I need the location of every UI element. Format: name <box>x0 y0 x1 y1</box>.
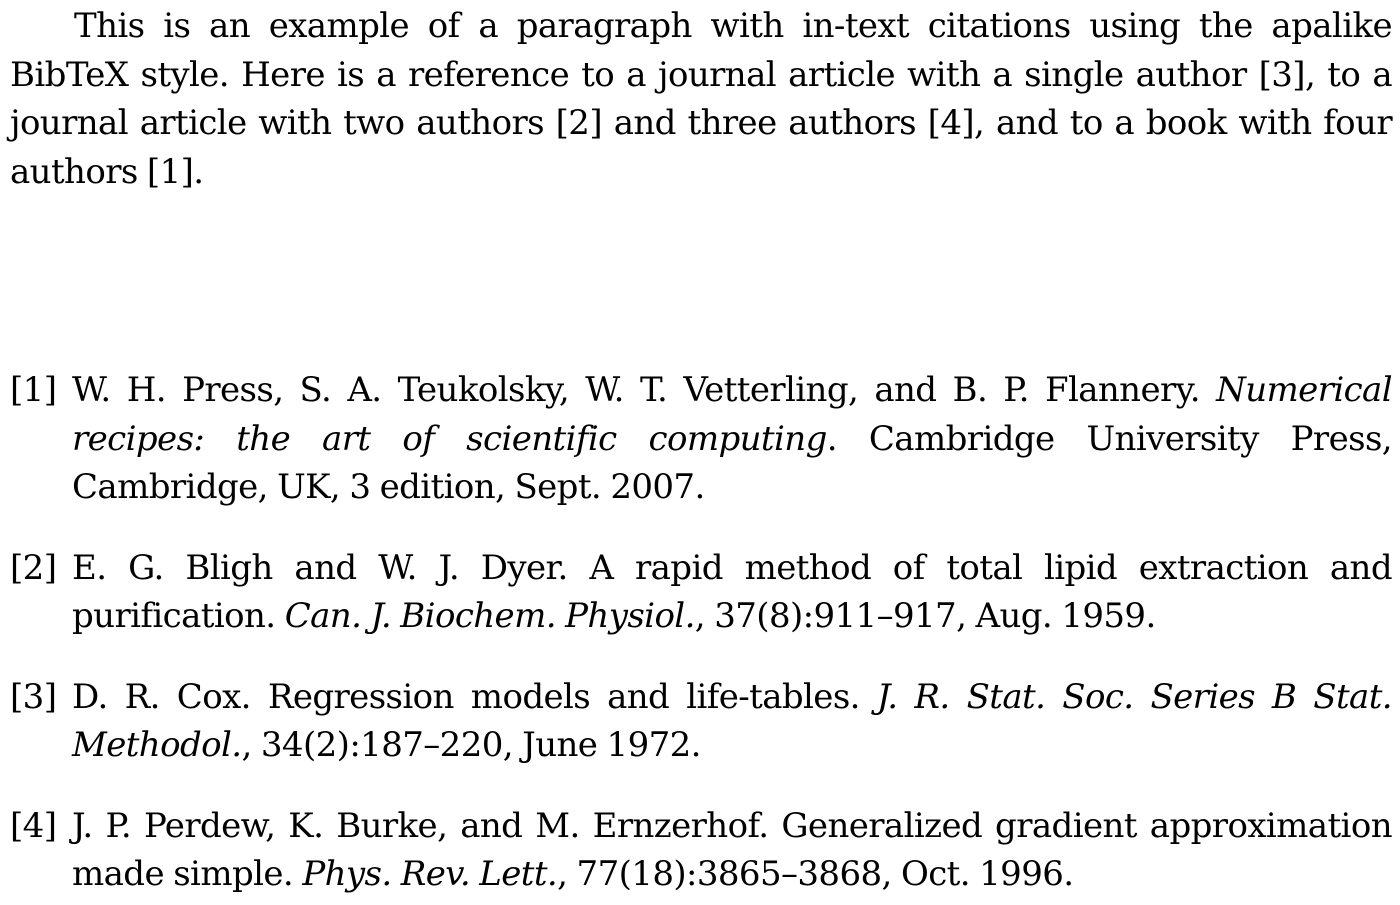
citation-3: [3] <box>1258 54 1305 95</box>
reference-body <box>72 673 1392 770</box>
reference-item <box>10 673 1392 770</box>
reference-authors-title: E. G. Bligh and W. J. Dyer. A rapid method of total lipid extraction and purification. <box>72 547 1392 636</box>
reference-label: [4] <box>10 805 57 846</box>
reference-label: [3] <box>10 676 57 717</box>
reference-label: [2] <box>10 547 57 588</box>
reference-details: , 37(8):911–917, Aug. 1959. <box>694 596 1156 636</box>
reference-details: . Cambridge University Press, Cambridge, UK, 3 edition, Sept. 2007. <box>72 418 1393 507</box>
paragraph-text-3: , and to a book with four authors <box>10 103 1392 192</box>
reference-item <box>10 366 1392 512</box>
reference-body <box>72 544 1392 641</box>
reference-journal: J. R. Stat. Soc. Series B Stat. Methodol. <box>72 676 1392 765</box>
reference-details: , 34(2):187–220, June 1972. <box>241 725 701 765</box>
reference-list <box>10 366 1392 899</box>
reference-details: , 77(18):3865–3868, Oct. 1996. <box>557 854 1074 894</box>
body-paragraph <box>10 2 1392 196</box>
reference-authors-title: J. P. Perdew, K. Burke, and M. Ernzerhof. Generalized gradient approximation made simple. <box>72 805 1392 894</box>
reference-book-title: Numerical recipes: the art of scientific computing <box>72 370 1392 459</box>
paragraph-intro: This is an example of a paragraph with in-text citations using the apalike BibTeX style. Here is a reference to a journal article with a single author <box>10 6 1392 95</box>
reference-body <box>72 366 1392 512</box>
paragraph-end: . <box>193 151 204 192</box>
citation-4: [4] <box>927 103 975 143</box>
reference-label: [1] <box>10 370 57 410</box>
reference-authors-title: D. R. Cox. Regression models and life-tables. <box>72 676 877 717</box>
reference-item <box>10 544 1392 641</box>
reference-authors: W. H. Press, S. A. Teukolsky, W. T. Vetterling, and B. P. Flannery. <box>72 370 1217 410</box>
reference-item <box>10 802 1392 899</box>
reference-journal: Phys. Rev. Lett. <box>302 854 558 894</box>
paragraph-text-2: and three authors <box>602 103 928 143</box>
paragraph-text-1: , to a journal article with two authors <box>10 54 1392 143</box>
reference-journal: Can. J. Biochem. Physiol. <box>284 596 695 636</box>
citation-1: [1] <box>146 151 194 192</box>
citation-2: [2] <box>555 103 603 143</box>
reference-body <box>72 802 1392 899</box>
